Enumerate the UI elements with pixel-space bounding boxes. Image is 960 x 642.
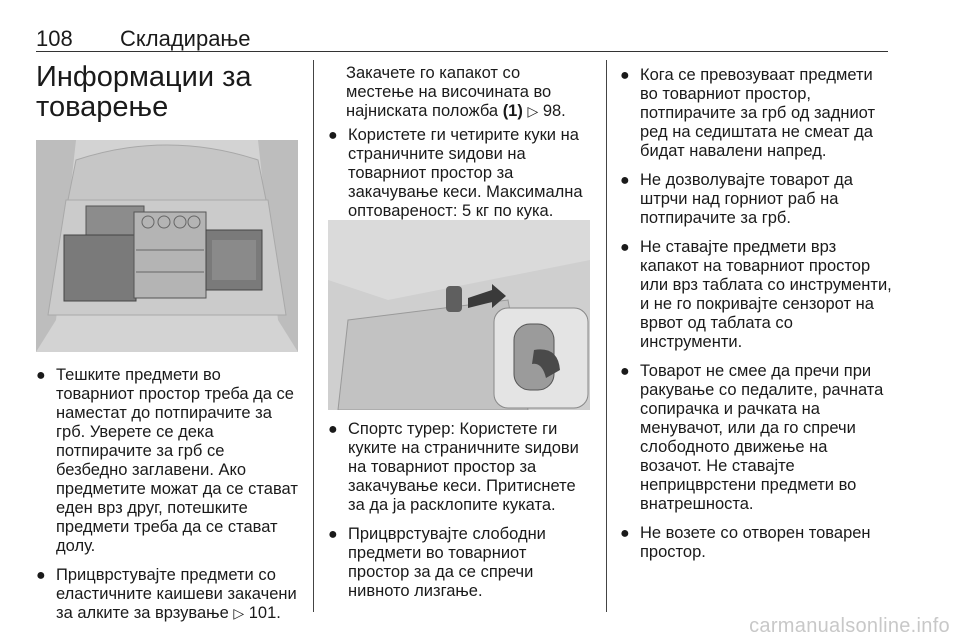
bullet-icon: ● (328, 127, 338, 144)
list-item: ● Спортс турер: Користете ги куките на страничните ѕидови на товарниот простор за закачување кеси. Притиснете за да ја расклопите куката. (328, 420, 579, 514)
list-item: ● Не дозволувајте товарот да штрчи над горниот раб на потпирачите за грб. (620, 171, 853, 227)
hook-illustration (328, 220, 590, 410)
bullet-icon: ● (620, 239, 630, 256)
cargo-boxes-image (36, 140, 298, 352)
callout-number: (1) (502, 102, 523, 120)
col2-bullet-list-bottom (328, 420, 590, 611)
list-item: ● Не ставајте предмети врз капакот на товарниот простор или врз таблата со инструменти, и не го покривајте сензорот на врвот од таблата со инструменти. (620, 238, 892, 351)
list-item: ● Прицврстувајте слободни предмети во товарниот простор за да се спречи нивното лизгање. (328, 525, 546, 600)
section-title: Информации за товарење (36, 61, 252, 123)
list-item: ● Користете ги четирите куки на страничните ѕидови на товарниот простор за закачување кеси. Максимална оптовареност: 5 кг по кука. (328, 126, 583, 220)
page-reference[interactable]: 101. (248, 604, 281, 622)
side-hook-image (328, 220, 590, 410)
page-header (36, 26, 896, 52)
page-number: 108 (36, 26, 73, 51)
list-item: ● Товарот не смее да пречи при ракување со педалите, рачната сопирачка и рачката на менувачот, или да го спречи слободното движење на возачот. Не ставајте неприцврстени предмети во внатрешноста. (620, 362, 884, 513)
list-item: ● Тешките предмети во товарниот простор треба да се наместат до потпирачите за грб. Уверете се дека потпирачите за грб се безбедно заглавени. Ако предметите можат да се стават еден врз друг, потешките предмети треба да се стават долу. (36, 366, 298, 555)
bullet-icon: ● (328, 526, 338, 543)
page-reference-arrow-icon: ▷ (527, 103, 539, 119)
bullet-icon: ● (36, 367, 46, 384)
list-item: ● Не возете со отворен товарен простор. (620, 524, 871, 561)
cargo-illustration (36, 140, 298, 352)
list-item: ● Прицврстувајте предмети со еластичните каишеви закачени за алките за врзување ▷ 101. (36, 566, 297, 622)
column-divider (313, 60, 314, 612)
header-rule (36, 51, 888, 52)
page-reference-arrow-icon: ▷ (233, 605, 245, 621)
bullet-icon: ● (620, 363, 630, 380)
col2-bullet-list-top (328, 126, 590, 231)
bullet-icon: ● (620, 67, 630, 84)
col3-bullet-list (620, 66, 892, 572)
watermark: carmanualsonline.info (749, 615, 950, 637)
col2-intro: Закачете го капакот со местење на височината во најниската положба (1) ▷ 98. (346, 64, 566, 120)
bullet-icon: ● (328, 421, 338, 438)
page-reference[interactable]: 98. (542, 102, 566, 120)
list-item: ● Кога се превозуваат предмети во товарниот простор, потпирачите за грб од задниот ред на седиштата не смеат да бидат навалени напред. (620, 66, 876, 160)
bullet-icon: ● (620, 525, 630, 542)
chapter-title: Складирање (120, 26, 251, 51)
bullet-icon: ● (620, 172, 630, 189)
column-divider (606, 60, 607, 612)
col1-bullet-list (36, 366, 298, 633)
bullet-icon: ● (36, 567, 46, 584)
column-1 (36, 60, 298, 122)
